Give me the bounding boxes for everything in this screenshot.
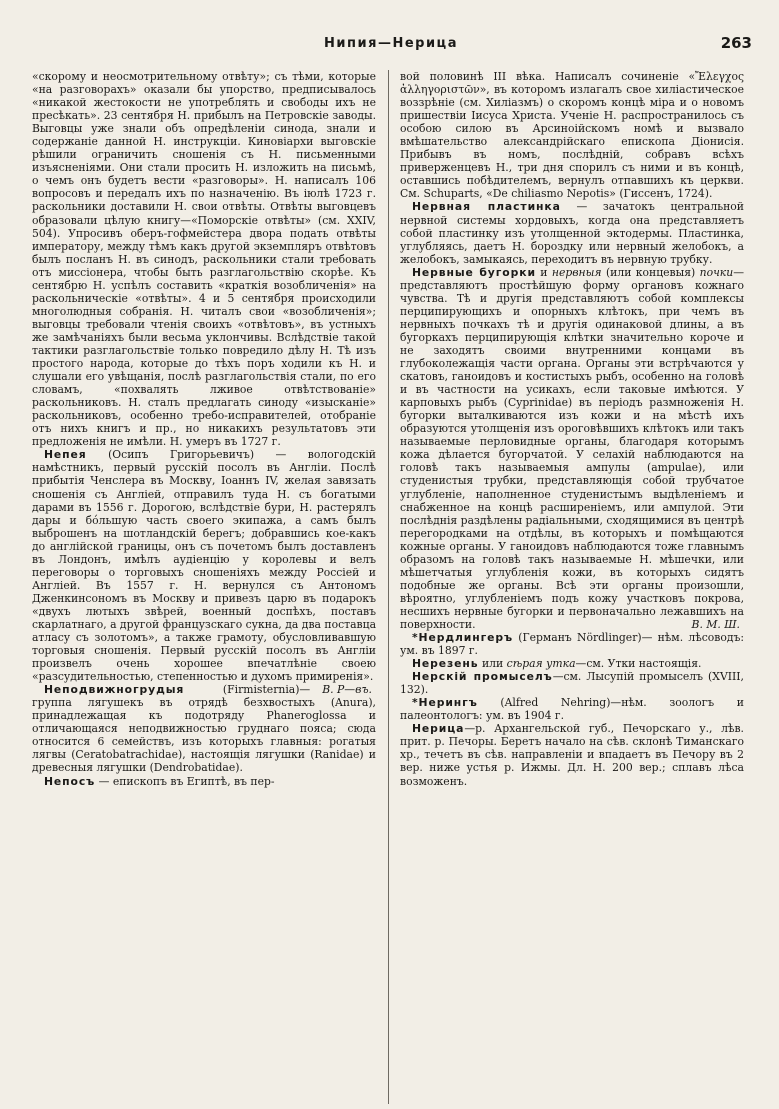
conjunction: и xyxy=(540,265,548,279)
headword: *Нердлингеръ xyxy=(412,631,513,645)
entry-text: (Осипъ Григорьевичъ) — вологодскій намѣстникъ, первый русскій посолъ въ Англіи. Послѣ прибытія Ченслера въ Москву, Іоаннъ IV, желая завязать сношенія съ Англіей, отправилъ туда Н. съ богатыми дарами въ 1556 г. Дорогою, вслѣдствіе бури, Н. растерялъ дары и бóльшую часть своего экипажа, а самъ былъ выброшенъ на шотландскій берегъ; добравшись кое-какъ до англійской границы, онъ съ почетомъ былъ доставленъ въ Лондонъ, имѣлъ аудіенцію у королевы и велъ переговоры о торговыхъ сношеніяхъ между Россіей и Англіей. Въ 1557 г. Н. вернулся съ Антономъ Дженкинсономъ въ Москву и привезъ царю въ подарокъ «двухъ лютыхъ звѣрей, военный доспѣхъ, поставъ скарлатнаго, а другой французскаго сукна, да два поставца атласу съ золотомъ», а также грамоту, обусловливавшую торговыя сношенія. Первый русскій посолъ въ Англіи произвелъ очень хорошее впечатлѣніе своею «разсудительностью, степенностью и духомъ примиренія». xyxy=(32,448,376,684)
sub-headword: сѣрая утка xyxy=(506,657,576,671)
entry-text: —см. Лысупій промыселъ (XVIII, 132). xyxy=(400,670,744,697)
entry-text: —р. Архангельской губ., Печорскаго у., лѣв. прит. р. Печоры. Беретъ начало на сѣв. склонѣ Тиманскаго хр., течетъ въ сѣв. направленіи и впадаетъ въ Печору въ 2 вер. ниже устья р. Ижмы. Дл. Н. 200 вер.; сплавъ лѣса возможенъ. xyxy=(400,722,744,788)
entry-text: —см. Утки настоящія. xyxy=(575,657,702,671)
entry-text: (Alfred Nehring)—нѣм. зоологъ и палеонтологъ: ум. въ 1904 г. xyxy=(400,696,744,723)
right-column xyxy=(400,70,744,1106)
entry-text: —представляютъ простѣйшую форму органовъ кожнаго чувства. Тѣ и другія представляютъ собой комплексы перципирующихъ и опорныхъ клѣтокъ, при чемъ въ нервныхъ почкахъ тѣ и другія одинаковой длины, а въ бугоркахъ перципирующія клѣтки значительно короче и не заходятъ своими внутренними концами въ глубоколежащія части органа. Органы эти встрѣчаются у скатовъ, ганоидовъ и костистыхъ рыбъ, особенно на головѣ и въ частности на усикахъ, если таковые имѣются. У карповыхъ рыбъ (Cyprinidae) въ періодъ размноженія Н. бугорки выталкиваются изъ кожи и на мѣстѣ ихъ образуются утолщенія изъ ороговѣвшихъ клѣтокъ или такъ называемые перловидные органы, благодаря которымъ кожа дѣлается бугорчатой. У селахій наблюдаются на головѣ такъ называемыя ампулы (ampulae), или студенистыя трубки, представляющія собой трубчатое углубленіе, наполненное студенистымъ выдѣленіемъ и снабженное на концѣ расширеніемъ, или ампулой. Эти послѣднія раздѣлены радіальными, сходящимися въ центрѣ перегородками на отдѣлы, въ которыхъ и помѣщаются кожные органы. У ганоидовъ наблюдаются тоже главнымъ образомъ на головѣ такъ называемые Н. мѣшечки, или мѣшетчатыя углубленія кожи, въ которыхъ сидятъ подобные же органы. Всѣ эти органы произошли, вѣроятно, углубленіемъ подъ кожу участковъ покрова, несшихъ нервные бугорки и первоначально лежавшихъ на поверхности. xyxy=(400,265,744,631)
entry-text: (Германъ Nördlinger)— нѣм. лѣсоводъ: ум. въ 1897 г. xyxy=(400,631,744,658)
page-header xyxy=(30,36,752,58)
entry-text: (или концевыя) xyxy=(605,265,696,279)
page-number: 263 xyxy=(720,34,752,52)
entry-nerdlinger xyxy=(400,631,744,657)
author-signature: В. М. Ш. xyxy=(691,617,740,631)
left-column xyxy=(32,70,376,1106)
entry-text: — епископъ въ Египтѣ, въ пер- xyxy=(98,774,275,788)
author-signature: В. Р—въ. xyxy=(322,683,372,697)
article-continuation xyxy=(400,70,744,200)
sub-headword: почки xyxy=(699,265,734,279)
entry-text: (Firmisternia)— группа лягушекъ въ отрядѣ безхвостыхъ (Anura), принадлежащая къ подотряду Phaneroglossa и отличающаяся неподвижностью груднаго пояса; сюда относится 6 семействъ, изъ которыхъ главныя: рогатыя лягвы (Ceratobatrachidae), настоящія лягушки (Ranidae) и древесныя лягушки (Dendrobatidae). xyxy=(32,683,376,775)
headword: *Нерингъ xyxy=(412,696,478,710)
headword: Нерскій промыселъ xyxy=(412,670,553,684)
entry-nering xyxy=(400,696,744,722)
column-divider xyxy=(388,70,389,1104)
article-text: «скорому и неосмотрительному отвѣту»; съ тѣми, которые «на разговорахъ» оказали бы упорство, предписывалось «никакой жестокости не употреблять и свободы ихъ не пресѣкать». 23 сентября Н. прибылъ на Петровскіе заводы. Выговцы уже знали объ опредѣленіи синода, знали и содержаніе данной Н. инструкціи. Киновіархи выговскіе рѣшили ограничить сношенія съ Н. письменными изъясненіями. Они стали просить Н. изложить на письмѣ, о чемъ онъ будетъ вести «разговоры». Н. написалъ 106 вопросовъ и передалъ ихъ по назначенію. Въ іюлѣ 1723 г. раскольники доставили Н. свои отвѣты. Отвѣты выговцевъ образовали цѣлую книгу—«Поморскіе отвѣты» (см. XXIV, 504). Упросивъ оберъ-гофмейстера двора подать отвѣты императору, между тѣмъ какъ другой экземпляръ отвѣтовъ былъ посланъ Н. въ синодъ, раскольники стали требовать отъ миссіонера, чтобы быть разглагольствію скорѣе. Къ сентябрю Н. успѣлъ составить «краткія возобличенія» на раскольническіе «отвѣты». 4 и 5 сентября происходили многолюдныя собранія. Н. читалъ свои «возобличенія»; выговцы требовали чтенія своихъ «отвѣтовъ», въ устныхъ же замѣчаніяхъ были весьма уклончивы. Вслѣдствіе такой тактики разглагольствіе только повредило дѣлу Н. Тѣ изъ простого народа, которые до тѣхъ поръ ходили къ Н. и слушали его увѣщанія, послѣ разглагольствія стали, по его словамъ, «похвалять лживое отвѣтствованіе» раскольниковъ. Н. сталъ предлагать синоду «изысканіе» раскольниковъ, особенно требо-исправителей, отобраніе отъ нихъ книгъ и пр., но никакихъ результатовъ эти предложенія не имѣли. Н. умеръ въ 1727 г. xyxy=(32,70,376,449)
headword: Непея xyxy=(44,448,87,462)
entry-text: или xyxy=(481,657,504,671)
entry-nepodvizhnogrudye xyxy=(32,683,376,774)
article-text: вой половинѣ III вѣка. Написалъ сочиненіе «Ἔλεγχος ἀλληγοριστῶν», въ которомъ излагалъ свое хиліастическое воззрѣніе (см. Хиліазмъ) о скоромъ концѣ міра и о новомъ пришествіи Іисуса Христа. Ученіе Н. распространилось съ особою силою въ Арсиноійскомъ номѣ и вызвало вмѣшательство александрійскаго епископа Діонисія. Прибывъ въ номъ, послѣдній, собравъ всѣхъ приверженцевъ Н., три дня спорилъ съ ними и въ концѣ, оставшись побѣдителемъ, вернулъ отпавшихъ къ церкви. См. Schuparts, «De chiliasmo Nepotis» (Гиссенъ, 1724). xyxy=(400,70,744,201)
article-continuation xyxy=(32,70,376,448)
headword: Нерица xyxy=(412,722,465,736)
entry-nerezen xyxy=(400,657,744,670)
headword: Неподвижногрудыя xyxy=(44,683,185,697)
headword: Непосъ xyxy=(44,774,96,788)
headword: Нервные бугорки xyxy=(412,265,536,279)
entry-nerskiy-promysel xyxy=(400,670,744,696)
sub-headword: нервныя xyxy=(551,265,602,279)
entry-nerica xyxy=(400,722,744,787)
headword: Нерезень xyxy=(412,657,479,671)
entry-nepos xyxy=(32,775,376,788)
running-title: Нипия—Нерица xyxy=(324,36,458,51)
entry-text: — зачатокъ центральной нервной системы хордовыхъ, когда она представляетъ собой пластинку изъ утолщенной эктодермы. Пластинка, углубляясь, даетъ Н. бороздку или нервный желобокъ, а желобокъ, замыкаясь, переходитъ въ нервную трубку. xyxy=(400,200,744,266)
headword: Нервная пластинка xyxy=(412,200,561,214)
entry-nervnye-bugorki xyxy=(400,266,744,631)
entry-nervnaya-plastinka xyxy=(400,200,744,265)
